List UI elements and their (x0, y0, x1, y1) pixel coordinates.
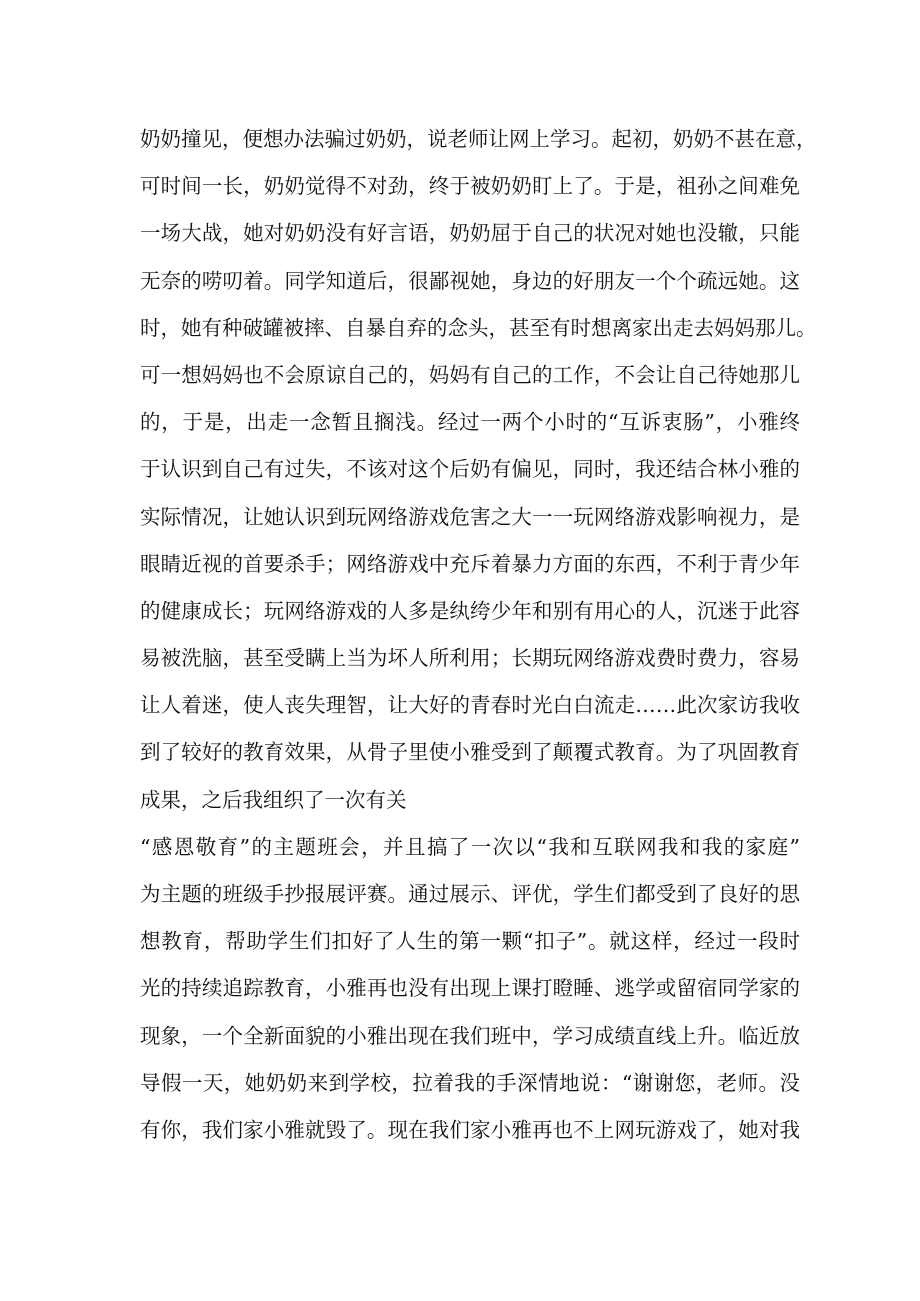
text-line: 让人着迷，使人丧失理智，让大好的青春时光白白流走……此次家访我收 (140, 693, 800, 718)
text-line: 的健康成长；玩网络游戏的人多是纨绔少年和别有用心的人，沉迷于此容 (140, 598, 800, 623)
body-text (140, 116, 817, 1154)
text-line: 眼睛近视的首要杀手；网络游戏中充斥着暴力方面的东西，不利于青少年 (140, 551, 800, 576)
text-line: 有你，我们家小雅就毁了。现在我们家小雅再也不上网玩游戏了，她对我 (140, 1117, 800, 1142)
text-line: 为主题的班级手抄报展评赛。通过展示、评优，学生们都受到了良好的思 (140, 882, 800, 906)
text-line: 光的持续追踪教育，小雅再也没有出现上课打瞪睡、逃学或留宿同学家的 (140, 976, 800, 1001)
text-line: 实际情况，让她认识到玩网络游戏危害之大一一玩网络游戏影响视力，是 (140, 504, 800, 529)
text-line: 现象，一个全新面貌的小雅出现在我们班中，学习成绩直线上升。临近放 (140, 1023, 800, 1048)
text-line: 成果，之后我组织了一次有关 (140, 787, 407, 812)
text-line: “感恩敬育”的主题班会，并且搞了一次以“我和互联网我和我的家庭” (140, 834, 800, 859)
text-line: 奶奶撞见，便想办法骗过奶奶，说老师让网上学习。起初，奶奶不甚在意， (140, 127, 817, 151)
text-line: 想教育，帮助学生们扣好了人生的第一颗“扣子”。就这样，经过一段时 (140, 929, 800, 954)
text-line: 无奈的唠叨着。同学知道后，很鄙视她，身边的好朋友一个个疏远她。这 (140, 268, 800, 293)
text-line: 可一想妈妈也不会原谅自己的，妈妈有自己的工作，不会让自己待她那儿 (140, 362, 800, 387)
text-line: 的，于是，出走一念暂且搁浅。经过一两个小时的“互诉衷肠”，小雅终 (140, 410, 800, 435)
text-line: 易被洗脑，甚至受瞒上当为坏人所利用；长期玩网络游戏费时费力，容易 (140, 646, 800, 671)
text-line: 可时间一长，奶奶觉得不对劲，终于被奶奶盯上了。于是，祖孙之间难免 (140, 174, 800, 199)
text-line: 到了较好的教育效果，从骨子里使小雅受到了颠覆式教育。为了巩固教育 (140, 740, 800, 765)
text-line: 于认识到自己有过失，不该对这个后奶有偏见，同时，我还结合林小雅的 (140, 457, 800, 482)
text-line: 导假一天，她奶奶来到学校，拉着我的手深情地说：“谢谢您，老师。没 (140, 1070, 800, 1095)
text-line: 一场大战，她对奶奶没有好言语，奶奶屈于自己的状况对她也没辙，只能 (140, 221, 800, 246)
text-line: 时，她有种破罐被摔、自暴自弃的念头，甚至有时想离家出走去妈妈那儿。 (140, 315, 817, 340)
